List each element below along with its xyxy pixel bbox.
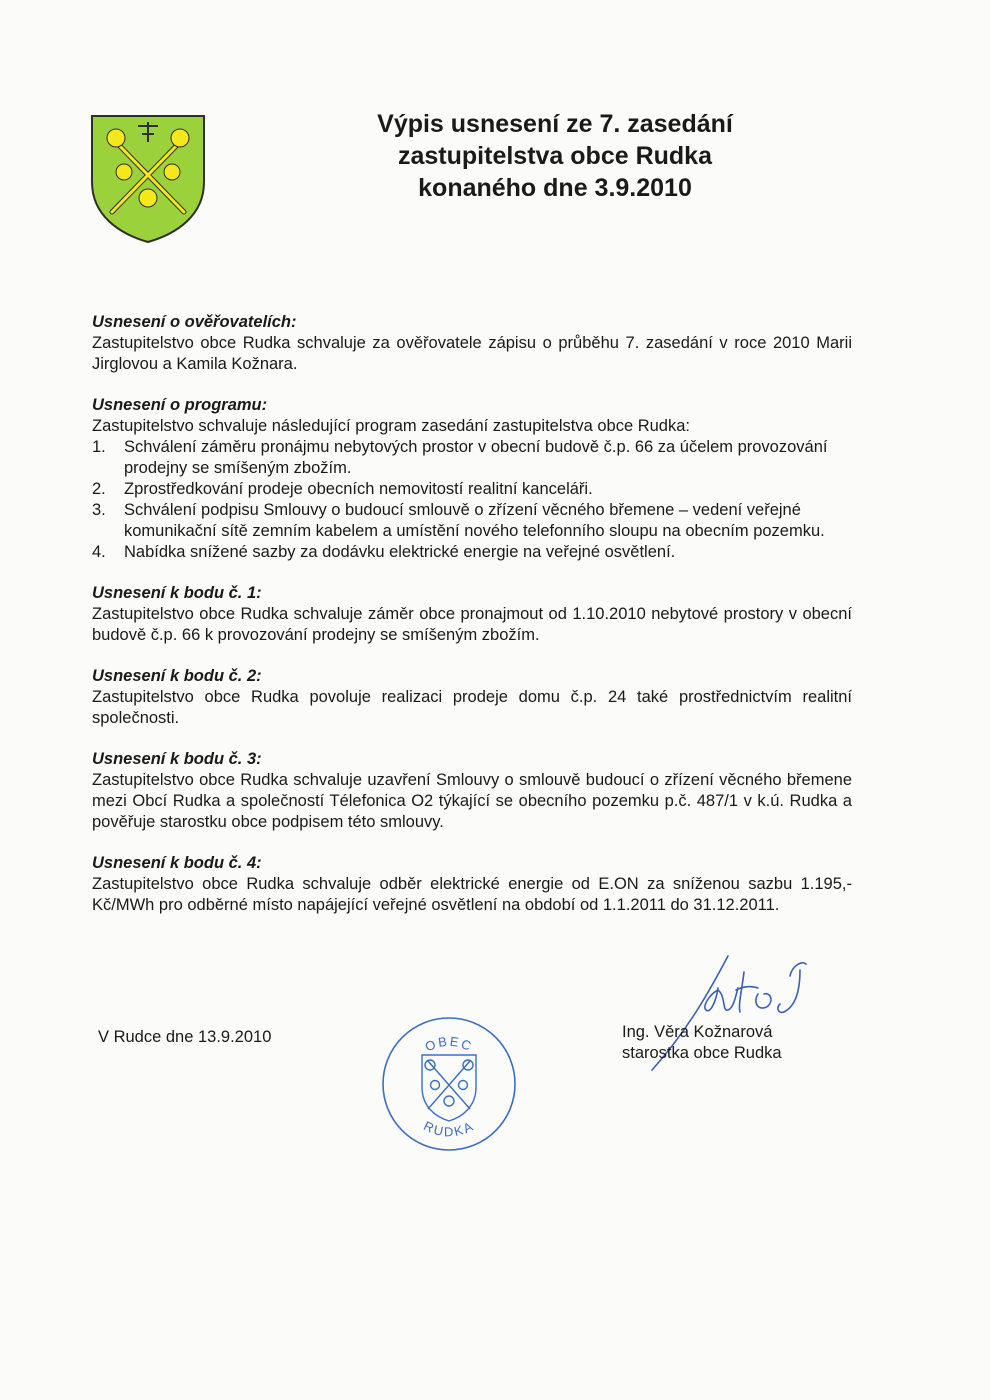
title-line-2: zastupitelstva obce Rudka <box>398 142 712 170</box>
signature-block <box>622 1022 782 1064</box>
title-line-1: Výpis usnesení ze 7. zasedání <box>377 110 733 138</box>
svg-text:OBEC <box>423 1034 476 1055</box>
item-text: Zprostředkování prodeje obecních nemovitostí realitní kanceláři. <box>124 480 593 498</box>
place-date: V Rudce dne 13.9.2010 <box>98 1028 272 1046</box>
program-item <box>92 479 852 500</box>
section-heading: Usnesení o ověřovatelích: <box>92 313 297 331</box>
section-text: Zastupitelstvo obce Rudka schvaluje uzavření Smlouvy o smlouvě budoucí o zřízení věcného břemene mezi Obcí Rudka a společností Télefonica O2 týkající se obecního pozemku p.č. 487/1 v k.ú. Rudka a pověřuje starostku obce podpisem této smlouvy. <box>92 771 852 831</box>
signatory-name: Ing. Věra Kožnarová <box>622 1023 773 1041</box>
section-heading: Usnesení k bodu č. 4: <box>92 854 262 872</box>
program-item <box>92 437 852 479</box>
section-item-3 <box>92 749 852 833</box>
official-stamp-icon <box>380 1015 518 1153</box>
stamp-bottom-text: RUDKA <box>421 1118 477 1140</box>
resolutions <box>92 312 852 936</box>
item-text: Nabídka snížené sazby za dodávku elektrické energie na veřejné osvětlení. <box>124 543 676 561</box>
title-line-3: konaného dne 3.9.2010 <box>418 174 692 202</box>
section-text: Zastupitelstvo schvaluje následující program zasedání zastupitelstva obce Rudka: <box>92 417 690 435</box>
section-heading: Usnesení k bodu č. 1: <box>92 584 262 602</box>
item-text: Schválení podpisu Smlouvy o budoucí smlouvě o zřízení věcného břemene – vedení veřejné komunikační sítě zemním kabelem a umístění nového telefonního sloupu na obecním pozemku. <box>124 501 825 540</box>
item-number: 4. <box>92 543 106 561</box>
section-heading: Usnesení k bodu č. 2: <box>92 667 262 685</box>
program-list <box>92 437 852 563</box>
section-heading: Usnesení k bodu č. 3: <box>92 750 262 768</box>
section-text: Zastupitelstvo obce Rudka schvaluje záměr obce pronajmout od 1.10.2010 nebytové prostory v obecní budově č.p. 66 k provozování prodejny se smíšeným zbožím. <box>92 605 852 644</box>
item-number: 3. <box>92 501 106 519</box>
program-item <box>92 542 852 563</box>
stamp-top-text: OBEC <box>422 1033 476 1055</box>
section-text: Zastupitelstvo obce Rudka schvaluje za ověřovatele zápisu o průběhu 7. zasedání v roce 2010 Marii Jirglovou a Kamila Kožnara. <box>92 334 852 373</box>
section-item-4 <box>92 853 852 916</box>
program-item <box>92 500 852 542</box>
item-number: 1. <box>92 438 106 456</box>
section-text: Zastupitelstvo obce Rudka povoluje realizaci prodeje domu č.p. 24 také prostřednictvím realitní společnosti. <box>92 688 852 727</box>
section-heading: Usnesení o programu: <box>92 396 268 414</box>
signatory-role: starostka obce Rudka <box>622 1044 782 1062</box>
section-item-2 <box>92 666 852 729</box>
section-verifiers <box>92 312 852 375</box>
document-title <box>330 108 780 204</box>
section-text: Zastupitelstvo obce Rudka schvaluje odběr elektrické energie od E.ON za sníženou sazbu 1.195,- Kč/MWh pro odběrné místo napájející veřejné osvětlení na období od 1.1.2011 do 31.12.2011. <box>92 875 852 914</box>
item-text: Schválení záměru pronájmu nebytových prostor v obecní budově č.p. 66 za účelem provozování prodejny se smíšeným zbožím. <box>124 438 828 477</box>
item-number: 2. <box>92 480 106 498</box>
section-item-1 <box>92 583 852 646</box>
coat-of-arms-icon <box>88 112 208 244</box>
section-program <box>92 395 852 563</box>
